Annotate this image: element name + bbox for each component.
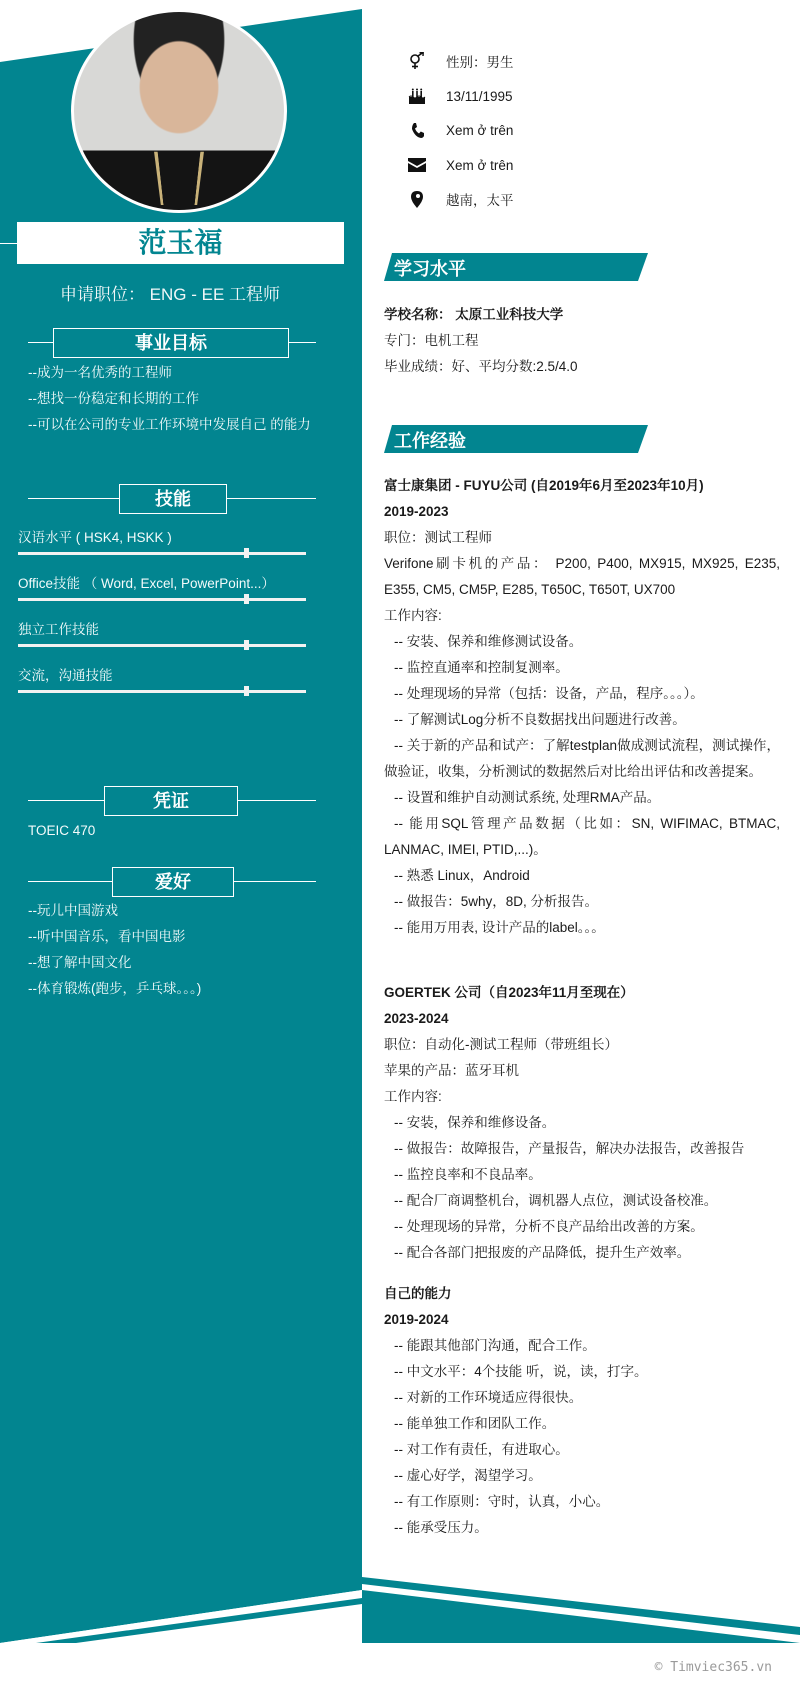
avatar xyxy=(71,9,287,213)
skill-level-marker xyxy=(244,686,249,696)
contact-text: Xem ở trên xyxy=(446,157,514,173)
job-content-label: 工作内容: xyxy=(384,1089,442,1104)
contact-text: Xem ở trên xyxy=(446,122,514,138)
job-products: 苹果的产品：蓝牙耳机 xyxy=(384,1063,519,1078)
job-foxconn xyxy=(384,473,780,941)
hobbies-list xyxy=(28,898,328,1002)
job-content-label: 工作内容: xyxy=(384,608,442,623)
gender-icon xyxy=(402,52,432,70)
contact-text: 13/11/1995 xyxy=(446,88,513,104)
ability-item: -- 对新的工作环境适应得很快。 xyxy=(394,1390,583,1405)
hobby-item: --听中国音乐，看中国电影 xyxy=(28,929,186,944)
ability-item: -- 有工作原则：守时，认真，小心。 xyxy=(394,1494,610,1509)
abilities-title: 自己的能力 xyxy=(384,1286,452,1301)
certificate-item: TOEIC 470 xyxy=(28,823,96,838)
hobby-item: --玩儿中国游戏 xyxy=(28,903,118,918)
phone-icon xyxy=(402,122,432,138)
contact-text: 越南，太平 xyxy=(446,193,514,208)
skills-heading xyxy=(28,484,316,514)
skills-title: 技能 xyxy=(119,484,227,514)
ability-item: -- 能跟其他部门沟通，配合工作。 xyxy=(394,1338,596,1353)
ability-item: -- 能单独工作和团队工作。 xyxy=(394,1416,556,1431)
envelope-icon xyxy=(402,158,432,172)
applied-position: 申请职位： ENG - EE 工程师 xyxy=(59,285,281,304)
job-duty: -- 监控直通率和控制复测率。 xyxy=(394,660,569,675)
job-duty: -- 关于新的产品和试产：了解testplan做成测试流程，测试操作，做验证，收集，分析测试的数据然后对比给出评估和改善提案。 xyxy=(384,738,780,779)
skill-level-marker xyxy=(244,594,249,604)
contact-location xyxy=(402,189,514,209)
education-details xyxy=(384,302,780,380)
objective-item: --想找一份稳定和长期的工作 xyxy=(28,391,199,406)
job-years: 2023-2024 xyxy=(384,1011,449,1026)
certificates-title: 凭证 xyxy=(104,786,238,816)
job-duty: -- 能用SQL管理产品数据（比如：SN, WIFIMAC, BTMAC, LANMAC, IMEI, PTID,...)。 xyxy=(384,816,780,857)
skill-label: 汉语水平 ( HSK4, HSKK ) xyxy=(18,530,172,545)
company-name: GOERTEK 公司（自2023年11月至现在） xyxy=(384,985,634,1000)
skill-bar xyxy=(18,598,306,601)
skill-bar xyxy=(18,552,306,555)
job-duty: -- 监控良率和不良品率。 xyxy=(394,1167,542,1182)
certificates-list xyxy=(28,818,328,844)
job-duty: -- 熟悉 Linux，Android xyxy=(394,868,530,883)
job-duty: -- 设置和维护自动测试系统, 处理RMA产品。 xyxy=(394,790,661,805)
hobbies-heading xyxy=(28,867,316,897)
job-duty: -- 做报告：故障报告，产量报告，解决办法报告，改善报告 xyxy=(394,1141,745,1156)
skill-label: Office技能 （ Word, Excel, PowerPoint...） xyxy=(18,576,275,591)
skill-bar xyxy=(18,690,306,693)
contact-gender xyxy=(402,51,514,71)
own-abilities xyxy=(384,1281,780,1541)
job-years: 2019-2023 xyxy=(384,504,449,519)
skill-level-marker xyxy=(244,640,249,650)
objective-title: 事业目标 xyxy=(53,328,289,358)
birthday-cake-icon xyxy=(402,88,432,104)
objective-item: --可以在公司的专业工作环境中发展自己 的能力 xyxy=(28,417,311,432)
skill-level-marker xyxy=(244,548,249,558)
ability-item: -- 能承受压力。 xyxy=(394,1520,488,1535)
ability-item: -- 虚心好学，渴望学习。 xyxy=(394,1468,542,1483)
job-duty: -- 安装，保养和维修设备。 xyxy=(394,1115,556,1130)
objective-item: --成为一名优秀的工程师 xyxy=(28,365,172,380)
contact-email xyxy=(402,155,513,175)
job-role: 职位：测试工程师 xyxy=(384,530,492,545)
certificates-heading xyxy=(28,786,316,816)
job-duty: -- 安装、保养和维修测试设备。 xyxy=(394,634,583,649)
skill-item xyxy=(18,664,308,693)
hobbies-title: 爱好 xyxy=(112,867,234,897)
skill-item xyxy=(18,526,308,555)
abilities-years: 2019-2024 xyxy=(384,1312,449,1327)
skill-label: 独立工作技能 xyxy=(18,622,99,637)
school-name: 学校名称： 太原工业科技大学 xyxy=(384,307,564,322)
hobby-item: --想了解中国文化 xyxy=(28,955,132,970)
objective-list xyxy=(28,360,328,438)
name-divider xyxy=(0,243,17,244)
job-goertek xyxy=(384,980,780,1266)
skill-label: 交流，沟通技能 xyxy=(18,668,113,683)
watermark: © Timviec365.vn xyxy=(654,1660,772,1675)
job-duty: -- 了解测试Log分析不良数据找出问题进行改善。 xyxy=(394,712,686,727)
skill-bar xyxy=(18,644,306,647)
ability-item: -- 对工作有责任，有进取心。 xyxy=(394,1442,569,1457)
skill-item xyxy=(18,618,308,647)
contact-birthday xyxy=(402,86,513,106)
job-duty: -- 做报告：5why，8D, 分析报告。 xyxy=(394,894,599,909)
job-duty: -- 能用万用表, 设计产品的label。。。 xyxy=(394,920,605,935)
objective-heading xyxy=(28,328,316,358)
graduation-grade: 毕业成绩：好、平均分数:2.5/4.0 xyxy=(384,359,578,374)
job-duty: -- 配合各部门把报废的产品降低，提升生产效率。 xyxy=(394,1245,691,1260)
experience-banner xyxy=(384,425,648,453)
experience-title: 工作经验 xyxy=(394,431,466,451)
contact-text: 性别：男生 xyxy=(446,55,514,70)
job-duty: -- 处理现场的异常，分析不良产品给出改善的方案。 xyxy=(394,1219,704,1234)
major: 专门：电机工程 xyxy=(384,333,479,348)
education-banner xyxy=(384,253,648,281)
skill-item xyxy=(18,572,308,601)
job-duty: -- 配合厂商调整机台，调机器人点位，测试设备校准。 xyxy=(394,1193,718,1208)
location-pin-icon xyxy=(402,191,432,208)
job-duty: -- 处理现场的异常（包括：设备，产品，程序。。。）。 xyxy=(394,686,704,701)
job-role: 职位：自动化-测试工程师（带班组长） xyxy=(384,1037,618,1052)
hobby-item: --体育锻炼(跑步，乒乓球。。。) xyxy=(28,981,202,996)
candidate-name: 范玉福 xyxy=(138,227,223,258)
education-title: 学习水平 xyxy=(394,259,466,279)
ability-item: -- 中文水平：4个技能 听，说，读，打字。 xyxy=(394,1364,648,1379)
contact-phone xyxy=(402,120,513,140)
company-name: 富士康集团 - FUYU公司 (自2019年6月至2023年10月) xyxy=(384,478,704,493)
job-products: Verifone刷卡机的产品： P200, P400, MX915, MX925, E235, E355, CM5, CM5P, E285, T650C, T650T, UX700 xyxy=(384,556,780,597)
